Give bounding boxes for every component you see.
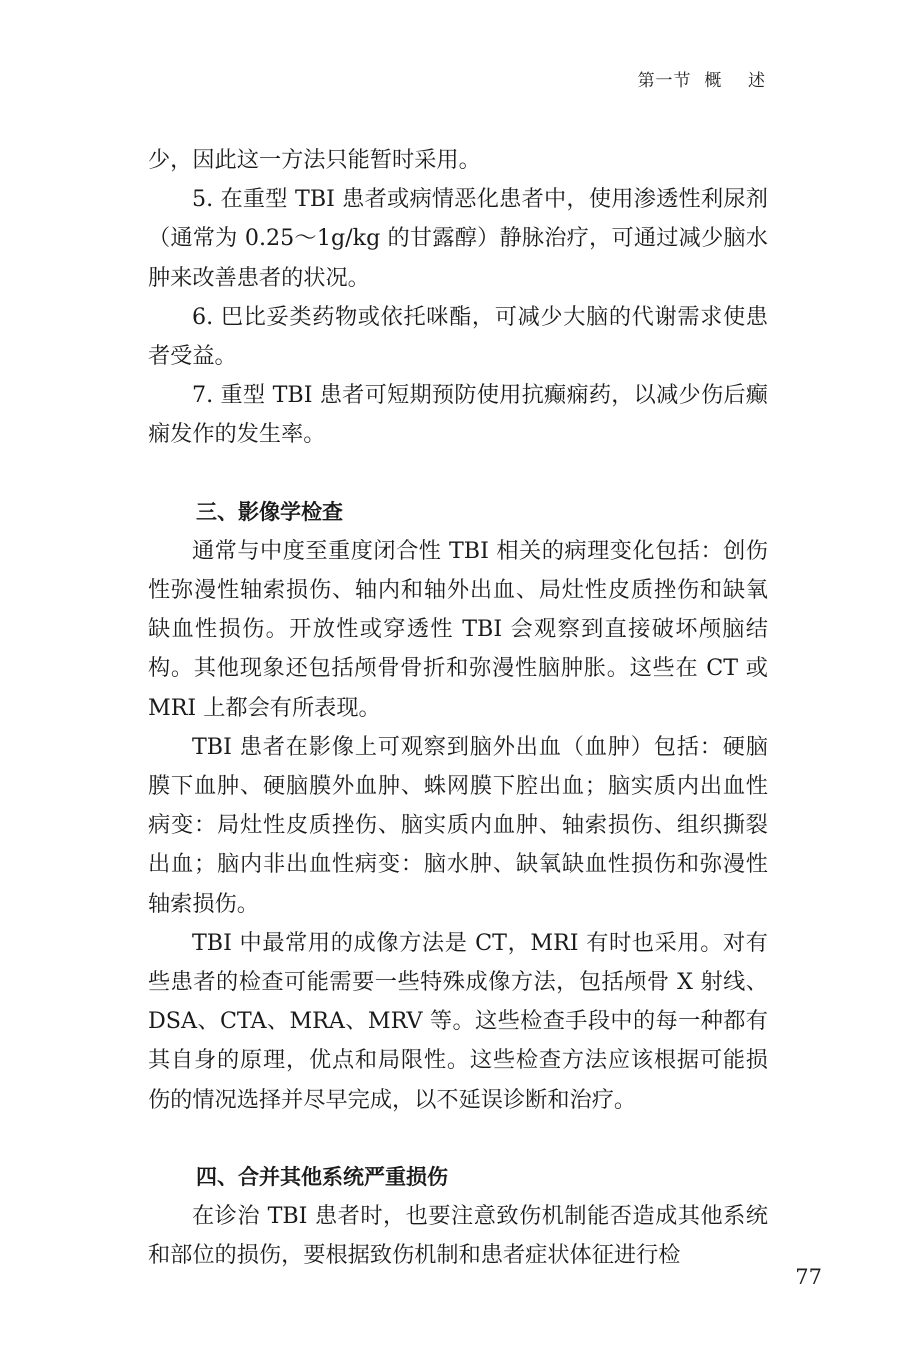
section-heading-other-injuries: 四、合并其他系统严重损伤 xyxy=(196,1164,448,1189)
body-text xyxy=(148,141,768,1275)
running-header-section: 第一节 概 述 xyxy=(637,71,766,91)
page-number: 77 xyxy=(795,1265,822,1289)
paragraph-imaging-pathology: 通常与中度至重度闭合性 TBI 相关的病理变化包括：创伤性弥漫性轴索损伤、轴内和轴外出血、局灶性皮质挫伤和缺氧缺血性损伤。开放性或穿透性 TBI 会观察到直接破坏颅脑结构。其他现象还包括颅骨骨折和弥漫性脑肿胀。这些在 CT 或 MRI 上都会有所表现。 xyxy=(148,537,768,721)
paragraph-item-6: 6. 巴比妥类药物或依托咪酯，可减少大脑的代谢需求使患者受益。 xyxy=(148,303,768,370)
paragraph-item-7: 7. 重型 TBI 患者可短期预防使用抗癫痫药，以减少伤后癫痫发作的发生率。 xyxy=(148,382,768,448)
running-header xyxy=(0,66,900,96)
paragraph-imaging-findings: TBI 患者在影像上可观察到脑外出血（血肿）包括：硬脑膜下血肿、硬脑膜外血肿、蛛网膜下腔出血；脑实质内出血性病变：局灶性皮质挫伤、脑实质内血肿、轴索损伤、组织撕裂出血；脑内非出血性病变：脑水肿、缺氧缺血性损伤和弥漫性轴索损伤。 xyxy=(148,733,768,917)
paragraph-item-5: 5. 在重型 TBI 患者或病情恶化患者中，使用渗透性利尿剂（通常为 0.25～1g/kg 的甘露醇）静脉治疗，可通过减少脑水肿来改善患者的状况。 xyxy=(148,186,768,291)
section-gap xyxy=(148,1120,768,1158)
section-gap xyxy=(148,455,768,493)
paragraph-continuation: 少，因此这一方法只能暂时采用。 xyxy=(148,147,481,173)
section-heading-imaging: 三、影像学检查 xyxy=(196,499,343,524)
paragraph-other-injuries: 在诊治 TBI 患者时，也要注意致伤机制能否造成其他系统和部位的损伤，要根据致伤机制和患者症状体征进行检 xyxy=(148,1203,768,1269)
paragraph-imaging-methods: TBI 中最常用的成像方法是 CT，MRI 有时也采用。对有些患者的检查可能需要一些特殊成像方法，包括颅骨 X 射线、DSA、CTA、MRA、MRV 等。这些检查手段中的每一种都有其自身的原理，优点和局限性。这些检查方法应该根据可能损伤的情况选择并尽早完成，以不延误诊断和治疗。 xyxy=(148,929,768,1113)
